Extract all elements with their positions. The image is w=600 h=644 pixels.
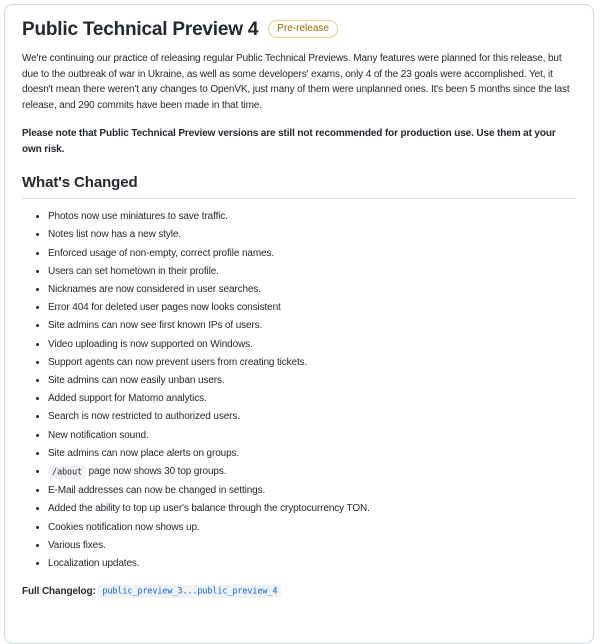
production-warning: Please note that Public Technical Preview versions are still not recommended for production use. Use them at your own risk. xyxy=(22,127,556,155)
full-changelog-row xyxy=(22,584,576,601)
change-item: • Users can set hometown in their profile. xyxy=(48,264,576,280)
change-item: • New notification sound. xyxy=(48,428,576,444)
change-item: • Various fixes. xyxy=(48,538,576,554)
change-item: • Site admins can now see first known IPs of users. xyxy=(48,318,576,334)
change-item: • Site admins can now place alerts on groups. xyxy=(48,446,576,462)
change-item: • Added support for Matomo analytics. xyxy=(48,391,576,407)
change-item: • Video uploading is now supported on Windows. xyxy=(48,337,576,353)
full-changelog-link[interactable]: public_preview_3...public_preview_4 xyxy=(98,585,281,598)
change-item: • Added the ability to top up user's balance through the cryptocurrency TON. xyxy=(48,501,576,517)
change-item: • /about page now shows 30 top groups. xyxy=(48,464,576,481)
change-item: • Search is now restricted to authorized users. xyxy=(48,409,576,425)
change-item: • Enforced usage of non-empty, correct profile names. xyxy=(48,246,576,262)
change-item: • Error 404 for deleted user pages now looks consistent xyxy=(48,300,576,316)
release-description: We're continuing our practice of releasing regular Public Technical Previews. Many features were planned for this release, but due to the outbreak of war in Ukraine, as well as some developers' exams, only 4 of the 23 goals were accomplished. Yet, it doesn't mean there weren't any changes to OpenVK, just many of them were unplanned ones. It's been 5 months since the last release, and 290 commits have been made in that time. xyxy=(22,53,570,112)
full-changelog-label: Full Changelog: xyxy=(22,585,96,597)
change-item: • Nicknames are now considered in user searches. xyxy=(48,282,576,298)
release-card xyxy=(4,4,594,644)
change-item: • Cookies notification now shows up. xyxy=(48,520,576,536)
change-item: • Notes list now has a new style. xyxy=(48,227,576,243)
whats-changed-heading: What's Changed xyxy=(22,173,576,199)
change-item: • Photos now use miniatures to save traffic. xyxy=(48,209,576,225)
changes-list xyxy=(22,209,576,572)
change-item: • Site admins can now easily unban users. xyxy=(48,373,576,389)
release-title: Public Technical Preview 4 xyxy=(22,19,259,40)
change-item: • Localization updates. xyxy=(48,556,576,572)
prerelease-badge: Pre-release xyxy=(268,20,338,38)
change-item: • Support agents can now prevent users from creating tickets. xyxy=(48,355,576,371)
change-item: • E-Mail addresses can now be changed in settings. xyxy=(48,483,576,499)
release-title-row xyxy=(22,18,576,42)
about-path-code: /about xyxy=(48,466,86,479)
